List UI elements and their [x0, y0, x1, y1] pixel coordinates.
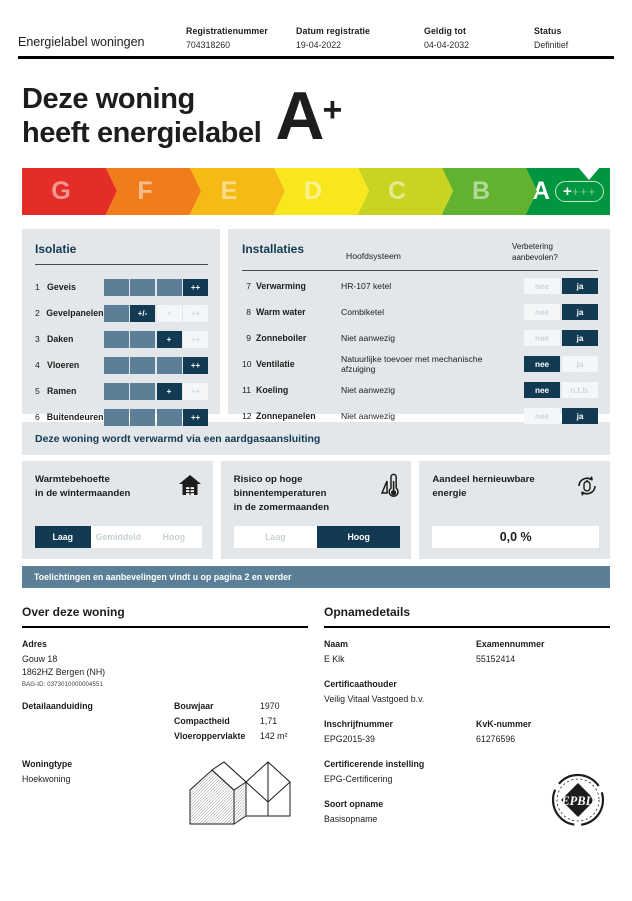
isolatie-row	[35, 328, 208, 350]
energy-scale-bar	[22, 168, 610, 215]
naam-value: E Klk	[324, 653, 345, 664]
installaties-row-label: Zonnepanelen	[256, 411, 316, 422]
isolatie-rating-cell	[130, 383, 155, 400]
inschrijfnummer-value: EPG2015-39	[324, 733, 375, 744]
inschrijfnummer-group	[324, 719, 610, 746]
isolatie-row	[35, 354, 208, 376]
isolatie-rating-cell	[130, 409, 155, 426]
scale-segment-letter: A	[531, 177, 550, 206]
field-value: Definitief	[534, 40, 569, 50]
isolatie-rating-cell	[157, 279, 182, 296]
installaties-row-number: 7	[246, 281, 251, 292]
installaties-row	[242, 379, 598, 401]
spec-value: 1970	[260, 700, 280, 711]
metric-heading	[234, 473, 401, 526]
isolatie-title: Isolatie	[35, 242, 77, 257]
isolatie-rating-cell	[104, 357, 129, 374]
metric-option-laag[interactable]: Laag	[265, 532, 286, 543]
over-woning-title: Over deze woning	[22, 605, 125, 620]
isolatie-row-number: 5	[35, 386, 40, 397]
isolatie-rating-cell	[104, 279, 129, 296]
scale-segment-D	[274, 168, 358, 215]
metric-option-hoog[interactable]: Hoog	[162, 532, 186, 543]
improvement-option-no[interactable]: nee	[524, 408, 560, 424]
improvement-option-yes[interactable]: ja	[562, 330, 598, 346]
improvement-toggle[interactable]	[518, 382, 598, 398]
hero-section	[18, 77, 614, 166]
improve-label-line2: aanbevolen?	[512, 253, 558, 263]
installaties-row-label: Koeling	[256, 385, 289, 396]
metric-warmtebehoefte	[22, 461, 213, 559]
improvement-option-yes[interactable]: ja	[562, 278, 598, 294]
examennummer-label: Examennummer	[476, 638, 545, 649]
improvement-option-no[interactable]: nee	[524, 278, 560, 294]
installaties-system-value: Niet aanwezig	[341, 333, 395, 344]
improvement-option-yes[interactable]: ja	[562, 408, 598, 424]
scale-segment-letter: C	[387, 177, 407, 206]
scale-segment-F	[106, 168, 190, 215]
installaties-system-value: Combiketel	[341, 307, 384, 318]
field-label: Datum registratie	[296, 26, 371, 36]
segment-arrow	[526, 168, 537, 214]
woningtype-label: Woningtype	[22, 758, 73, 769]
isolatie-rating-bars	[104, 305, 209, 322]
badge-extra-plus: +++	[571, 184, 597, 200]
spec-row	[174, 701, 287, 711]
examennummer-value: 55152414	[476, 653, 516, 664]
installaties-row-number: 10	[242, 359, 252, 370]
house-icon	[178, 473, 202, 499]
woningtype-value: Hoekwoning	[22, 773, 71, 784]
isolatie-rating-bars	[104, 331, 209, 348]
isolatie-rating-cell	[157, 357, 182, 374]
opnamedetails-divider	[324, 626, 610, 627]
hero-grade-plus: +	[322, 91, 343, 130]
isolatie-rating-cell	[104, 409, 129, 426]
improvement-option-yes[interactable]: n.t.b.	[562, 382, 598, 398]
scale-segment-letter: F	[137, 177, 153, 206]
hero-grade-letter: A	[275, 78, 322, 155]
isolatie-rows	[35, 276, 208, 428]
isolatie-row-label: Daken	[47, 334, 74, 345]
isolatie-column	[22, 229, 220, 423]
adres-street: Gouw 18	[22, 653, 58, 664]
opnamedetails-section	[324, 605, 610, 839]
inschrijfnummer-cell	[324, 719, 476, 746]
metric-aandeel-hernieuwbare-energie	[419, 461, 610, 559]
improvement-option-yes[interactable]: ja	[562, 356, 598, 372]
hero-line-2: heeft energielabel	[22, 116, 262, 149]
isolatie-rating-cell: +	[157, 383, 182, 400]
metric-title-line3: in de zomermaanden	[233, 502, 330, 514]
certificaathouder-value: Veilig Vitaal Vastgoed b.v.	[324, 693, 425, 704]
improvement-toggle[interactable]	[518, 278, 598, 294]
header-fields	[186, 26, 614, 50]
installaties-col-system: Hoofdsysteem	[346, 251, 401, 262]
field-value: 19-04-2022	[296, 40, 341, 50]
spec-key: Compactheid	[174, 715, 230, 726]
scale-segment-G	[22, 168, 106, 215]
isolatie-rating-cell: ++	[183, 305, 208, 322]
isolatie-row-number: 6	[35, 412, 40, 423]
isolatie-rating-bars	[104, 357, 209, 374]
header-field-geldig-tot	[424, 26, 534, 50]
installaties-system-value: HR-107 ketel	[341, 281, 392, 292]
gas-connection-banner: Deze woning wordt verwarmd via een aardgasaansluiting	[22, 422, 610, 455]
metric-title	[35, 473, 130, 501]
isolatie-row-label: Geveis	[47, 282, 76, 293]
isolatie-rating-cell	[104, 331, 129, 348]
document-header	[18, 0, 614, 56]
isolatie-rating-cell: +	[157, 305, 182, 322]
examennummer-cell	[476, 639, 544, 666]
detailaanduiding-label: Detailaanduiding	[22, 700, 93, 711]
isolatie-row	[35, 380, 208, 402]
soort-opname-value: Basisopname	[324, 814, 378, 825]
kvk-value: 61276596	[476, 733, 516, 744]
metric-title-line1: Aandeel hernieuwbare	[432, 474, 535, 486]
header-field-datum-registratie	[296, 26, 424, 50]
kvk-cell	[476, 719, 531, 746]
scale-segment-letter: E	[220, 177, 238, 206]
isolatie-rating-cell	[104, 383, 129, 400]
segment-arrow	[106, 168, 117, 214]
spec-value: 1,71	[260, 715, 278, 726]
improvement-option-no[interactable]: nee	[524, 304, 560, 320]
metric-title	[234, 473, 329, 515]
certificerende-instelling-value: EPG-Certificering	[324, 774, 393, 785]
isolatie-rating-cell: ++	[183, 357, 208, 374]
field-label: Geldig tot	[424, 26, 467, 36]
epbd-logo	[550, 772, 606, 833]
spec-key: Bouwjaar	[174, 700, 214, 711]
isolatie-row-label: Ramen	[47, 386, 77, 397]
installaties-row-label: Zonneboiler	[256, 333, 307, 344]
installaties-row-number: 8	[246, 307, 251, 318]
renewable-value: 0,0 %	[432, 526, 599, 548]
isolatie-rating-cell: +	[157, 331, 182, 348]
isolatie-row	[35, 406, 208, 428]
adres-city: 1862HZ Bergen (NH)	[22, 666, 106, 677]
isolatie-rating-cell: ++	[183, 331, 208, 348]
scale-segment-letter: G	[51, 177, 71, 206]
hero-line-1: Deze woning	[22, 83, 195, 115]
scale-segment-B	[442, 168, 526, 215]
isolatie-row-number: 3	[35, 334, 40, 345]
installaties-rows	[242, 275, 598, 427]
metric-segments[interactable]	[35, 526, 202, 548]
scale-segment-E	[190, 168, 274, 215]
spec-row	[174, 716, 287, 726]
installaties-system-value: Niet aanwezig	[341, 411, 395, 422]
installaties-system-value: Natuurlijke toevoer met mechanische afzuiging	[341, 354, 483, 375]
metric-option-gemiddeld[interactable]: Gemiddeld	[95, 532, 142, 543]
detailaanduiding-group	[22, 701, 308, 746]
isolatie-rating-bars	[104, 279, 209, 296]
adres-label: Adres	[22, 638, 47, 649]
naam-label: Naam	[324, 638, 348, 649]
isolatie-rating-cell	[130, 279, 155, 296]
hero-text	[22, 83, 261, 150]
installaties-row-number: 12	[242, 411, 252, 422]
isolatie-row-label: Gevelpanelen	[46, 308, 104, 319]
installaties-system-value: Niet aanwezig	[341, 385, 395, 396]
improvement-option-no[interactable]: nee	[524, 330, 560, 346]
opnamedetails-title: Opnamedetails	[324, 605, 411, 620]
segment-arrow	[358, 168, 369, 214]
specs-list	[174, 701, 287, 746]
bag-id: BAG-ID: 0373010000004551	[22, 681, 103, 688]
installaties-row-label: Ventilatie	[256, 359, 295, 370]
header-field-registratienummer	[186, 26, 296, 50]
installaties-row	[242, 327, 598, 349]
spec-value: 142 m²	[260, 730, 288, 741]
installaties-title: Installaties	[242, 242, 305, 257]
metric-heading	[432, 473, 599, 526]
improvement-option-yes[interactable]: ja	[562, 304, 598, 320]
installaties-row	[242, 301, 598, 323]
installaties-header	[242, 242, 598, 272]
isolatie-panel	[22, 229, 220, 423]
isolatie-rating-cell: +/-	[130, 305, 155, 322]
installaties-row	[242, 275, 598, 297]
installaties-row-label: Verwarming	[256, 281, 306, 292]
naam-group	[324, 639, 610, 666]
renewable-icon	[575, 473, 599, 499]
installaties-column	[228, 229, 610, 422]
isolatie-row-number: 2	[35, 308, 40, 319]
isolatie-rating-bars	[104, 383, 209, 400]
isolatie-row-number: 4	[35, 360, 40, 371]
field-value: 04-04-2032	[424, 40, 469, 50]
installaties-row-label: Warm water	[256, 307, 306, 318]
metric-option-hoog[interactable]: Hoog	[317, 526, 400, 548]
improvement-option-no[interactable]: nee	[524, 356, 560, 372]
installaties-row	[242, 353, 598, 375]
segment-arrow	[274, 168, 285, 214]
scale-pointer-caret	[578, 167, 600, 180]
field-label: Registratienummer	[186, 26, 268, 36]
info-note-bar: Toelichtingen en aanbevelingen vindt u op pagina 2 en verder	[22, 566, 610, 588]
metric-title-line1: Risico op hoge	[233, 474, 303, 486]
metric-heading	[35, 473, 202, 526]
improvement-option-no[interactable]: nee	[524, 382, 560, 398]
isolatie-row	[35, 302, 208, 324]
hero-grade	[275, 78, 343, 155]
over-woning-divider	[22, 626, 308, 627]
segment-arrow	[442, 168, 453, 214]
installaties-row-number: 9	[246, 333, 251, 344]
improvement-toggle[interactable]	[518, 408, 598, 424]
certificaathouder-group	[324, 679, 610, 706]
thermometer-icon	[376, 473, 400, 499]
metric-title-line2: binnentemperaturen	[233, 488, 327, 500]
metric-title-line1: Warmtebehoefte	[35, 474, 110, 486]
energy-scale	[22, 168, 614, 215]
epbd-logo-text: EPBD	[561, 794, 595, 809]
installaties-row	[242, 405, 598, 427]
metric-segments[interactable]	[234, 526, 401, 548]
metric-title-line2: energie	[432, 488, 467, 500]
installaties-col-improve	[512, 242, 598, 272]
isolatie-row-label: Vloeren	[47, 360, 80, 371]
badge-primary-plus: +	[563, 183, 572, 201]
installaties-row-number: 11	[242, 385, 251, 396]
soort-opname-label: Soort opname	[324, 799, 384, 810]
scale-plus-badge	[555, 181, 604, 202]
ratings-columns	[22, 229, 610, 423]
scale-segment-letter: D	[303, 177, 323, 206]
certificerende-instelling-label: Certificerende instelling	[324, 759, 425, 770]
isolatie-divider	[35, 264, 208, 265]
isolatie-rating-cell	[157, 409, 182, 426]
metric-risico-hoge-binnentemperaturen	[221, 461, 412, 559]
inschrijfnummer-label: Inschrijfnummer	[324, 718, 393, 729]
isolatie-rating-cell	[130, 331, 155, 348]
metric-title-line2: in de wintermaanden	[35, 488, 131, 500]
field-label: Status	[534, 26, 562, 36]
isolatie-rating-bars	[104, 409, 209, 426]
isolatie-rating-cell: ++	[183, 383, 208, 400]
installaties-title-cell	[242, 242, 346, 272]
header-field-status	[534, 26, 614, 50]
spec-key: Vloeroppervlakte	[174, 730, 246, 741]
metric-option-laag[interactable]: Laag	[35, 526, 91, 548]
document-title: Energielabel woningen	[18, 35, 145, 49]
scale-segment-letter: B	[471, 177, 491, 206]
header-divider	[18, 56, 614, 59]
installaties-panel	[228, 229, 610, 422]
isolatie-rating-cell	[104, 305, 129, 322]
isolatie-rating-cell: ++	[183, 409, 208, 426]
segment-arrow	[190, 168, 201, 214]
isolatie-row-number: 1	[35, 282, 40, 293]
detail-label-cell	[22, 701, 174, 746]
isolatie-header	[35, 242, 208, 272]
kvk-label: KvK-nummer	[476, 718, 532, 729]
house-illustration	[182, 760, 300, 837]
isolatie-row	[35, 276, 208, 298]
certificaathouder-label: Certificaathouder	[324, 678, 397, 689]
bottom-sections	[22, 605, 610, 839]
scale-segment-C	[358, 168, 442, 215]
isolatie-rating-cell	[130, 357, 155, 374]
metrics-row	[22, 461, 610, 559]
field-value: 704318260	[186, 40, 231, 50]
adres-group	[22, 639, 308, 688]
naam-cell	[324, 639, 476, 666]
spec-row	[174, 731, 287, 741]
over-deze-woning-section	[22, 605, 308, 839]
improve-label-line1: Verbetering	[512, 242, 553, 252]
improvement-toggle[interactable]	[518, 330, 598, 346]
improvement-toggle[interactable]	[518, 304, 598, 320]
improvement-toggle[interactable]	[518, 356, 598, 372]
metric-title	[432, 473, 534, 501]
isolatie-rating-cell: ++	[183, 279, 208, 296]
isolatie-row-label: Buitendeuren	[46, 412, 104, 423]
